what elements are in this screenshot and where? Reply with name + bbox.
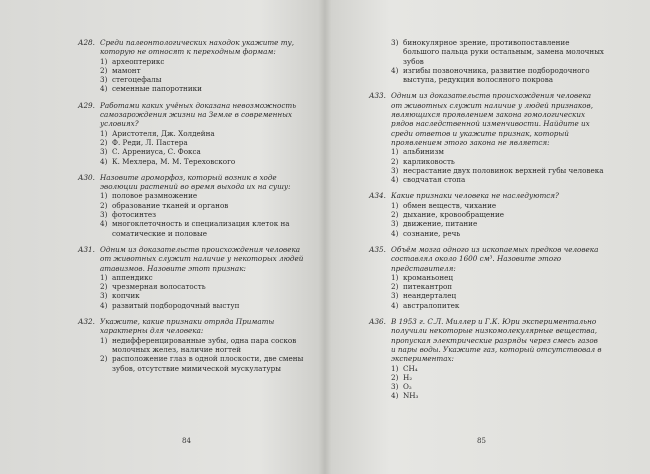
question-stem [78, 245, 310, 273]
answer-options [78, 57, 310, 94]
answer-option: 3) бинокулярное зрение, противопоставление большого пальца руки остальным, замена молочных зубов [391, 38, 604, 66]
question-stem [78, 173, 310, 192]
answer-option: 1) Аристотеля, Дж. Холдейна [100, 128, 215, 138]
question-a33 [369, 91, 604, 184]
question-number: А30. [78, 172, 95, 182]
question-number: А32. [78, 317, 95, 327]
answer-option: 1) альбинизм [391, 147, 444, 157]
answer-option: 2) H₂ [391, 372, 413, 382]
answer-options [78, 336, 310, 373]
answer-option: 1) недифференцированные зубы, одна пара сосков молочных желез, наличие ногтей [100, 335, 297, 354]
answer-option: 4) семенные папоротники [100, 84, 202, 94]
question-number: А31. [78, 244, 95, 254]
answer-options [78, 129, 310, 166]
question-number: А34. [369, 191, 386, 201]
question-number: А35. [369, 244, 386, 254]
answer-option: 1) половое размножение [100, 191, 198, 201]
answer-options [369, 38, 604, 84]
answer-options [78, 191, 310, 237]
answer-option: 2) образование тканей и органов [100, 200, 229, 210]
answer-option: 3) неандерталец [391, 291, 457, 301]
question-stem [369, 91, 604, 147]
question-stem [369, 191, 604, 200]
answer-option: 4) австралопитек [391, 300, 460, 310]
question-text: Какие признаки человека не наследуются? [391, 191, 559, 201]
question-text: Назовите ароморфоз, который возник в ходе эволюции растений во время выхода их на сушу: [100, 172, 291, 192]
question-number: А28. [78, 38, 95, 47]
question-a34 [369, 191, 604, 237]
answer-option: 3) O₂ [391, 382, 412, 392]
question-stem [78, 101, 310, 129]
answer-option: 4) сводчатая стопа [391, 175, 466, 185]
question-text: Одним из доказательств происхождения человека от животных служит наличие у людей признаков, являющихся проявлением закона гомологических рядов наследственной изменчивости. Найдите их среди ответов и укажите признак, который проявлением этого закона не является: [391, 91, 593, 147]
question-text: В 1953 г. С.Л. Миллер и Г.К. Юри экспериментально получили некоторые низкомолекулярные вещества, пропуская электрические разряды через смесь газов и пары воды. Укажите газ, который отсутствовал в экспериментах: [391, 317, 602, 364]
answer-option: 2) мамонт [100, 65, 141, 75]
question-stem [369, 317, 604, 363]
question-number: А33. [369, 91, 386, 101]
answer-option: 3) стегоцефалы [100, 75, 162, 85]
answer-options [369, 147, 604, 184]
answer-option: 2) дыхание, кровообращение [391, 210, 504, 220]
answer-option: 4) многоклеточность и специализация клеток на соматические и половые [100, 219, 290, 238]
question-text: Среди палеонтологических находок укажите ту, которую не относят к переходным формам: [100, 38, 294, 57]
question-a35 [369, 245, 604, 310]
question-a32 [78, 317, 310, 373]
answer-option: 3) несрастание двух половинок верхней губы человека [391, 165, 604, 175]
answer-options [369, 273, 604, 310]
answer-option: 4) развитый подбородочный выступ [100, 300, 240, 310]
answer-option: 2) карликовость [391, 156, 455, 166]
right-page-content [369, 38, 604, 408]
answer-option: 1) CH₄ [391, 363, 418, 373]
question-text: Укажите, какие признаки отряда Приматы характерны для человека: [100, 317, 275, 336]
left-page-content [78, 38, 310, 380]
answer-option: 4) изгибы позвоночника, развитие подбородочного выступа, редукция волосяного покрова [391, 65, 590, 85]
question-a32-continued [369, 38, 604, 84]
answer-options [369, 201, 604, 238]
answer-option: 4) NH₃ [391, 391, 419, 401]
answer-option: 3) С. Аррениуса, С. Фокса [100, 147, 201, 157]
left-page [0, 0, 323, 474]
answer-option: 3) копчик [100, 291, 140, 301]
answer-options [369, 364, 604, 401]
answer-option: 1) археоптерикс [100, 56, 165, 66]
answer-option: 2) расположение глаз в одной плоскости, две смены зубов, отсутствие мимической мускулатуры [100, 354, 304, 373]
answer-option: 3) движение, питание [391, 219, 478, 229]
question-a36 [369, 317, 604, 401]
question-number: А29. [78, 100, 95, 110]
question-stem [78, 38, 310, 57]
answer-option: 3) фотосинтез [100, 210, 157, 220]
answer-option: 4) К. Мехлера, М. М. Тереховского [100, 156, 236, 166]
question-a28 [78, 38, 310, 94]
question-a29 [78, 101, 310, 166]
right-page [327, 0, 650, 474]
answer-option: 4) сознание, речь [391, 228, 461, 238]
answer-option: 1) обмен веществ, чихание [391, 200, 497, 210]
page-number: 84 [182, 437, 191, 445]
answer-option: 2) питекантроп [391, 282, 453, 292]
question-a31 [78, 245, 310, 310]
page-number: 85 [477, 437, 486, 445]
question-a30 [78, 173, 310, 238]
question-stem [369, 245, 604, 273]
answer-option: 1) аппендикс [100, 272, 153, 282]
answer-option: 2) Ф. Реди, Л. Пастера [100, 137, 188, 147]
answer-option: 1) кроманьонец [391, 272, 453, 282]
question-number: А36. [369, 317, 386, 327]
answer-options [78, 273, 310, 310]
question-text: Работами каких учёных доказана невозможность самозарождения жизни на Земле в современных условиях? [100, 100, 297, 129]
question-stem [78, 317, 310, 336]
question-text: Объём мозга одного из ископаемых предков человека составлял около 1600 см³. Назовите этого представителя: [391, 244, 599, 273]
question-text: Одним из доказательств происхождения человека от животных служит наличие у некоторых людей атавизмов. Назовите этот признак: [100, 244, 304, 273]
answer-option: 2) чрезмерная волосатость [100, 282, 206, 292]
